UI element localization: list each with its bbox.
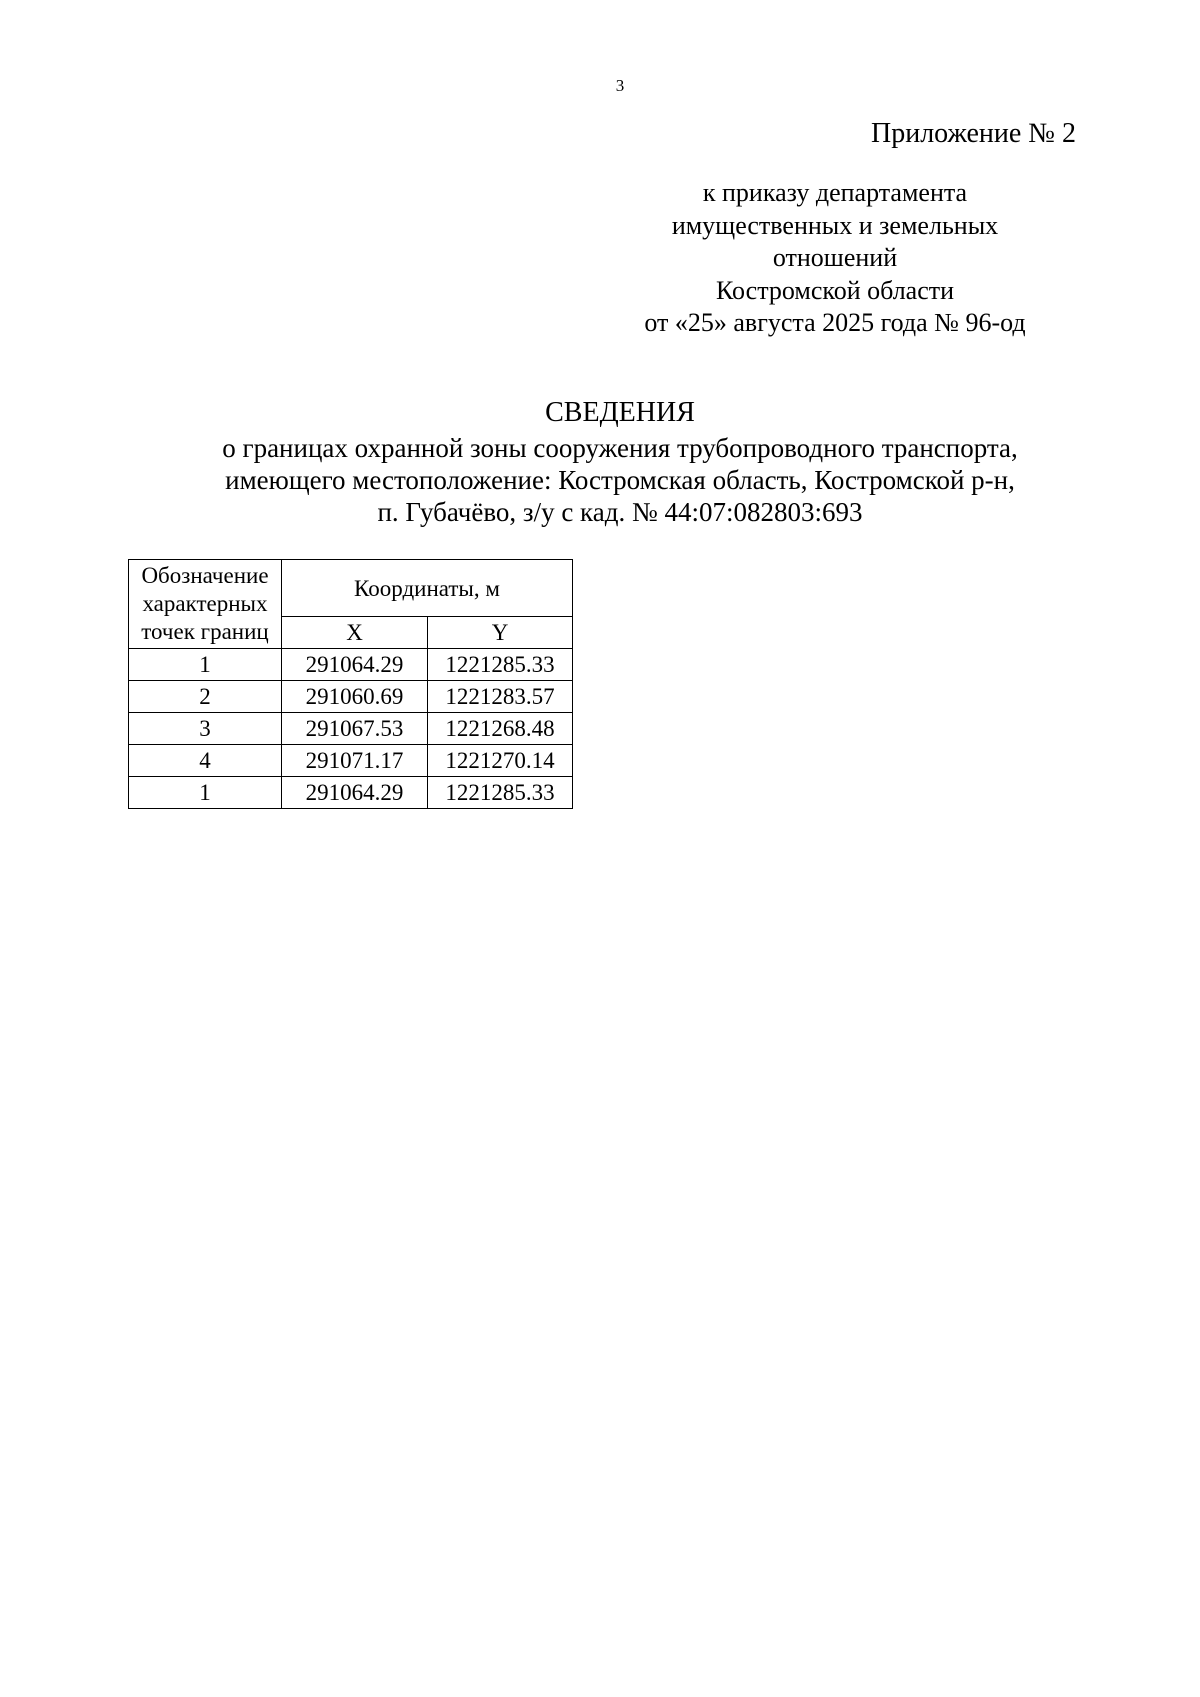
document-title: СВЕДЕНИЯ [545,397,695,428]
table-header-row [129,560,573,617]
appendix-label: Приложение № 2 [871,118,1076,149]
table-row [129,681,573,713]
point-cell: 1 [129,649,282,681]
subtitle-line: имеющего местоположение: Костромская область, Костромской р-н, [225,465,1015,495]
table-row [129,745,573,777]
point-header-cell [129,560,282,649]
y-cell: 1221268.48 [428,713,573,745]
x-cell: 291071.17 [282,745,428,777]
table-row [129,649,573,681]
point-cell: 1 [129,777,282,809]
point-header-line: Обозначение [141,563,269,588]
y-cell: 1221270.14 [428,745,573,777]
order-line: к приказу департамента [702,178,968,207]
point-cell: 3 [129,713,282,745]
x-cell: 291067.53 [282,713,428,745]
x-cell: 291060.69 [282,681,428,713]
x-cell: 291064.29 [282,649,428,681]
x-header: X [282,617,428,649]
y-header: Y [428,617,573,649]
document-subtitle [0,432,1200,528]
table-row [129,777,573,809]
coordinates-table [128,559,573,809]
page-number: 3 [615,76,625,95]
x-cell: 291064.29 [282,777,428,809]
point-header-line: точек границ [141,619,269,644]
order-line: Костромской области [715,275,955,305]
y-cell: 1221283.57 [428,681,573,713]
y-cell: 1221285.33 [428,777,573,809]
point-header-line: характерных [142,591,268,616]
point-cell: 2 [129,681,282,713]
point-cell: 4 [129,745,282,777]
order-line: от «25» августа 2025 года № 96-од [644,308,1026,337]
y-cell: 1221285.33 [428,649,573,681]
order-reference [600,177,1070,340]
order-line: отношений [772,243,898,272]
subtitle-line: о границах охранной зоны сооружения трубопроводного транспорта, [222,433,1018,463]
table-row [129,713,573,745]
order-line: имущественных и земельных [671,210,999,240]
subtitle-line: п. Губачёво, з/у с кад. № 44:07:082803:693 [377,497,863,527]
point-header [129,562,281,646]
coords-header: Координаты, м [282,560,573,617]
